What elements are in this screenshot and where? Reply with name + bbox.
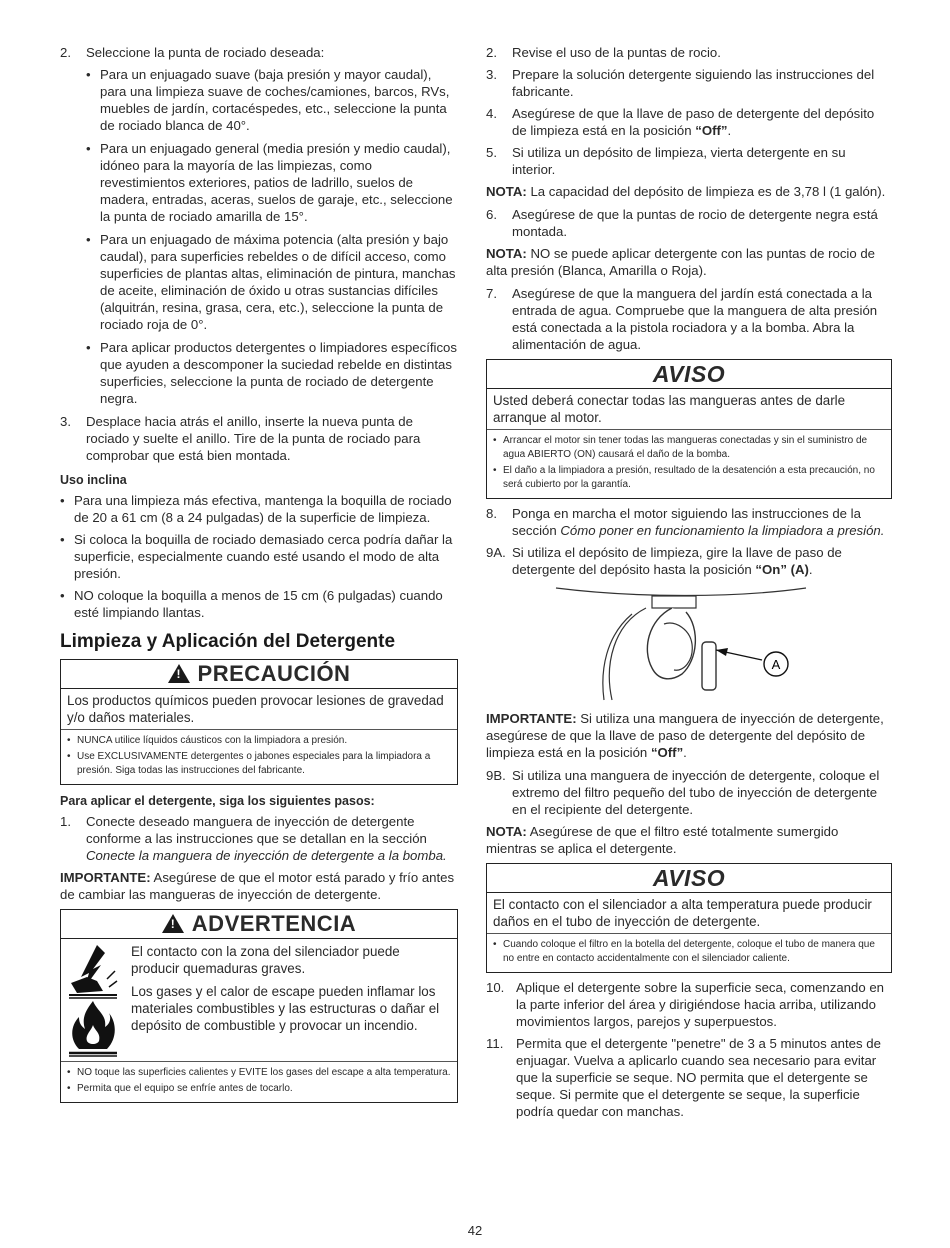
aviso-title: AVISO bbox=[487, 360, 891, 389]
tip-options-list bbox=[60, 66, 458, 407]
pasos-heading: Para aplicar el detergente, siga los siguientes pasos: bbox=[60, 794, 375, 808]
list-item: • Para un enjuagado general (media presión y medio caudal), idóneo para la mayoría de las limpiezas, como revestimientos exteriores, patios de ladrillo, suelos de madera, entradas, aceras, suelos de garaje, etc., seleccione la punta de rociado amarilla de 15°. bbox=[86, 141, 453, 224]
list-item: • NO coloque la boquilla a menos de 15 cm (6 pulgadas) cuando esté limpiando llantas. bbox=[60, 588, 443, 620]
fire-icon bbox=[67, 999, 119, 1057]
nota-high-pressure: NOTA: NO se puede aplicar detergente con las puntas de rocio de alta presión (Blanca, Amarilla o Roja). bbox=[486, 246, 876, 278]
precaucion-box bbox=[60, 659, 458, 785]
list-item: • El daño a la limpiadora a presión, resultado de la desatención a esta precaución, no será cubierto por la garantía. bbox=[493, 465, 875, 490]
hot-surface-icon bbox=[67, 943, 119, 999]
step-number: 2. bbox=[60, 45, 71, 60]
advertencia-box bbox=[60, 909, 458, 1103]
aviso-bullets bbox=[487, 430, 891, 498]
aviso-box-2 bbox=[486, 863, 892, 973]
list-item: • Cuando coloque el filtro en la botella del detergente, coloque el tubo de manera que no entre en contacto accidentalmente con el silenciador caliente. bbox=[493, 939, 875, 964]
step-text: Desplace hacia atrás el anillo, inserte la nueva punta de rociado y suelte el anillo. Tire de la punta de rociado para comprobar que está bien montada. bbox=[86, 414, 421, 463]
importante-text: Asegúrese de que el motor está parado y frío antes de cambiar las mangueras de inyección de detergente. bbox=[60, 870, 455, 902]
page-number: 42 bbox=[467, 1223, 483, 1238]
list-item: • Si coloca la boquilla de rociado demasiado cerca podría dañar la superficie, especialmente cuando esté usando el modo de alta presión. bbox=[60, 532, 453, 581]
warning-triangle-icon: ! bbox=[162, 914, 184, 933]
advertencia-text bbox=[125, 939, 457, 1061]
list-item: • Para aplicar productos detergentes o limpiadores específicos que ayuden a descomponer la suciedad rebelde en distintas superficies, seleccione la punta de rociado de detergente negra. bbox=[86, 340, 457, 406]
nota-capacity: NOTA: La capacidad del depósito de limpieza es de 3,78 l (1 galón). bbox=[486, 184, 886, 199]
left-column bbox=[60, 44, 458, 1109]
uso-list bbox=[60, 492, 458, 621]
list-item: • Para un enjuagado de máxima potencia (alta presión y bajo caudal), para superficies rebeldes o de difícil acceso, como superficies de plantas altas, eliminación de pintura, manchas de aceite, eliminación de óxido u otras sustancias difíciles (alquitrán, resina, grasa, cera, etc.), seleccione la punta de rociado roja de 0°. bbox=[86, 232, 456, 332]
step-7-connect-garden-hose: 7. Asegúrese de que la manguera del jardín está conectada a la entrada de agua. Compruebe que la manguera de alta presión está conectada a la pistola rociadora y a la bomba. Abra la alimentación de agua. bbox=[486, 286, 878, 352]
advertencia-main-2: Los gases y el calor de escape pueden inflamar los materiales combustibles y las estructuras o dañar el depósito de combustible y provocar un incendio. bbox=[131, 984, 440, 1033]
step-2-review-tips: 2. Revise el uso de la puntas de rocio. bbox=[486, 45, 721, 60]
step-1-connect-hose bbox=[60, 813, 458, 864]
step-number: 1. bbox=[60, 814, 71, 829]
step-3-prepare-solution: 3. Prepare la solución detergente siguiendo las instrucciones del fabricante. bbox=[486, 67, 875, 99]
step-5-fill-tank: 5. Si utiliza un depósito de limpieza, vierta detergente en su interior. bbox=[486, 145, 846, 177]
nota-filter: NOTA: Asegúrese de que el filtro esté totalmente sumergido mientras se aplica el detergente. bbox=[486, 824, 839, 856]
step-8-start-engine: 8. Ponga en marcha el motor siguiendo las instrucciones de la sección Cómo poner en funcionamiento la limpiadora a presión. bbox=[486, 506, 885, 538]
aviso-bullets bbox=[487, 934, 891, 972]
warning-triangle-icon: ! bbox=[168, 664, 190, 683]
step-3-insert-tip bbox=[60, 413, 458, 464]
advertencia-body bbox=[61, 939, 457, 1062]
right-column bbox=[486, 44, 892, 1125]
step-9a-valve-on: 9A. Si utiliza el depósito de limpieza, gire la llave de paso de detergente del depósito hasta la posición “On” (A). bbox=[486, 545, 842, 577]
list-item: • NO toque las superficies calientes y EVITE los gases del escape a alta temperatura. bbox=[67, 1067, 451, 1078]
importante-note-2: IMPORTANTE: Si utiliza una manguera de inyección de detergente, asegúrese de que la llave de paso de detergente del depósito de limpieza está en la posición “Off”. bbox=[486, 711, 884, 760]
aviso-main-text: El contacto con el silenciador a alta temperatura puede producir daños en el tubo de inyección de detergente. bbox=[487, 893, 891, 934]
step-text: Conecte deseado manguera de inyección de detergente conforme a las instrucciones que se detallan en la sección bbox=[86, 814, 427, 846]
aviso-box-1 bbox=[486, 359, 892, 499]
precaucion-title: ! PRECAUCIÓN bbox=[61, 660, 457, 689]
importante-label: IMPORTANTE: bbox=[60, 870, 151, 885]
advertencia-title: ! ADVERTENCIA bbox=[61, 910, 457, 939]
section-reference: Cómo poner en funcionamiento la limpiadora a presión. bbox=[560, 523, 885, 538]
section-reference: Conecte la manguera de inyección de detergente a la bomba. bbox=[86, 848, 447, 863]
list-item: • Use EXCLUSIVAMENTE detergentes o jabones especiales para la limpiadora a presión. Siga todas las instrucciones del fabricante. bbox=[67, 751, 431, 776]
list-item: • Permita que el equipo se enfríe antes de tocarlo. bbox=[67, 1083, 293, 1094]
list-item: • Para una limpieza más efectiva, mantenga la boquilla de rociado de 20 a 61 cm (8 a 24 pulgadas) de la superficie de limpieza. bbox=[60, 493, 452, 525]
step-4-valve-off: 4. Asegúrese de que la llave de paso de detergente del depósito de limpieza está en la posición “Off”. bbox=[486, 106, 875, 138]
list-item: • Arrancar el motor sin tener todas las mangueras conectadas y sin el suministro de agua ABIERTO (ON) causará el daño de la bomba. bbox=[493, 435, 868, 460]
importante-note bbox=[60, 869, 458, 903]
precaucion-main-text: Los productos químicos pueden provocar lesiones de gravedad y/o daños materiales. bbox=[61, 689, 457, 730]
step-text: Seleccione la punta de rociado deseada: bbox=[86, 45, 325, 60]
advertencia-bullets bbox=[61, 1062, 457, 1102]
precaucion-bullets bbox=[61, 730, 457, 784]
aviso-title: AVISO bbox=[487, 864, 891, 893]
step-6-black-tip: 6. Asegúrese de que la puntas de rocio de detergente negra está montada. bbox=[486, 207, 878, 239]
uso-heading: Uso inclina bbox=[60, 473, 127, 487]
section-title: Limpieza y Aplicación del Detergente bbox=[60, 631, 396, 652]
valve-figure bbox=[486, 584, 892, 702]
aviso-main-text: Usted deberá conectar todas las mangueras antes de darle arranque al motor. bbox=[487, 389, 891, 430]
step-9b-injection-hose: 9B. Si utiliza una manguera de inyección de detergente, coloque el extremo del filtro pequeño del tubo de inyección de detergente en el recipiente del detergente. bbox=[486, 768, 880, 817]
valve-illustration bbox=[486, 584, 892, 702]
list-item: • NUNCA utilice líquidos cáusticos con la limpiadora a presión. bbox=[67, 735, 348, 746]
advertencia-main-1: El contacto con la zona del silenciador puede producir quemaduras graves. bbox=[131, 944, 400, 976]
step-2-select-tip bbox=[60, 44, 458, 61]
list-item: • Para un enjuagado suave (baja presión y mayor caudal), para una limpieza suave de coches/camiones, barcos, RVs, muebles de jardín, cortacéspedes, etc., seleccione la punta de rociado blanca de 40°. bbox=[86, 67, 450, 133]
callout-label: A bbox=[771, 657, 781, 672]
step-number: 3. bbox=[60, 414, 71, 429]
step-10-apply: 10. Aplique el detergente sobre la superficie seca, comenzando en la parte inferior del área y dirigiéndose hacia arriba, utilizando movimientos largos, parejos y superpuestos. bbox=[486, 980, 885, 1029]
advertencia-icons bbox=[61, 939, 125, 1061]
step-11-penetrate: 11. Permita que el detergente "penetre" de 3 a 5 minutos antes de enjuagar. Vuelva a aplicarlo cuando sea necesario para evitar que la superficie se seque. NO permita que el detergente se seque. Si permite que el detergente se seque, la superficie podría quedar con manchas. bbox=[486, 1036, 881, 1119]
